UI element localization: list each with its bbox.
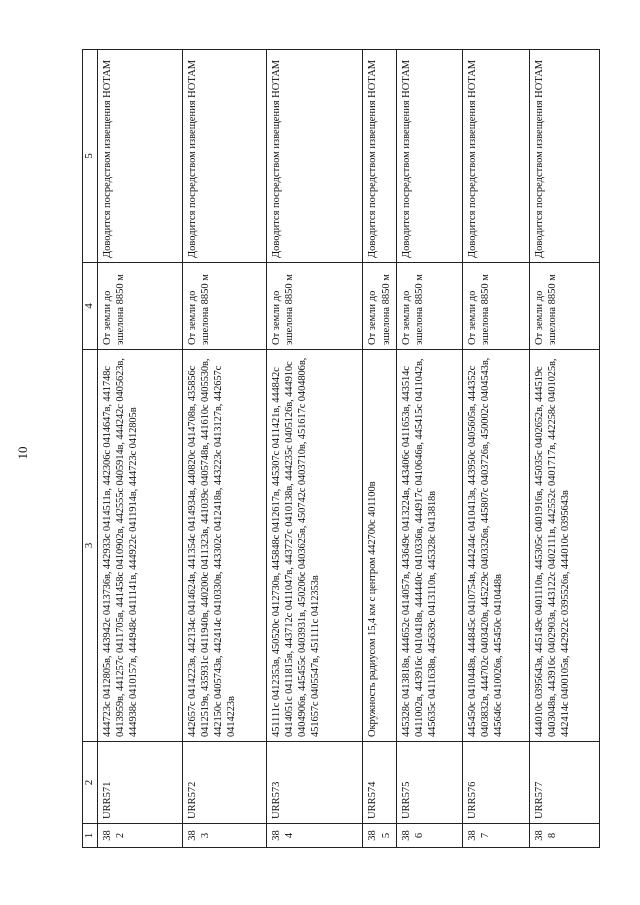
zone-code: URR577 bbox=[529, 742, 599, 824]
table-row bbox=[98, 50, 182, 848]
zone-altitude: От земли до эшелона 8850 м bbox=[182, 263, 266, 350]
zone-notice: Доводится посредством извещения НОТАМ bbox=[529, 50, 599, 263]
zone-notice: Доводится посредством извещения НОТАМ bbox=[363, 50, 396, 263]
zone-code: URR571 bbox=[98, 742, 182, 824]
zone-coordinates: 445450c 0410448в, 444845c 0410754в, 444244c 0410413в, 443950c 0405605в, 444352c 0403832в, 444702c 0403420в, 445229c 0403326в, 445807c 0403726в, 450002c 0404543в, 445646c 0410026в, 445450c 0410448в bbox=[463, 350, 529, 742]
zone-coordinates: 444723c 0412805в, 443942c 0413736в, 442933c 0414511в, 442306c 0414647в, 441748c 0413959в, 441257c 0411705в, 441458c 0410902в, 442555c 0405914в, 444242c 0405623в, 444938c 0410157в, 444948c 0411141в, 444922c 0411914в, 444723c 0412805в bbox=[98, 350, 182, 742]
row-number: 382 bbox=[98, 824, 182, 848]
zone-notice: Доводится посредством извещения НОТАМ bbox=[463, 50, 529, 263]
header-cell: 3 bbox=[83, 350, 98, 742]
header-cell: 2 bbox=[83, 742, 98, 824]
zone-coordinates: Окружность радиусом 15,4 км с центром 442700с 401100в bbox=[363, 350, 396, 742]
zone-code: URR576 bbox=[463, 742, 529, 824]
page-number: 10 bbox=[15, 446, 30, 460]
zone-coordinates: 444010c 0395643в, 445149c 0401110в, 445305c 0401916в, 445035c 0402652в, 444519c 0403048в, 443916c 0402903в, 443122c 0402111в, 442552c 0401717в, 442258c 0401025в, 442414c 0400105в, 442922c 0395526в, 444010c 0395643в bbox=[529, 350, 599, 742]
zone-notice: Доводится посредством извещения НОТАМ bbox=[182, 50, 266, 263]
row-number: 384 bbox=[266, 824, 363, 848]
table-row bbox=[182, 50, 266, 848]
table-row bbox=[363, 50, 396, 848]
table-row bbox=[463, 50, 529, 848]
rotated-table-wrapper bbox=[82, 50, 600, 848]
zone-notice: Доводится посредством извещения НОТАМ bbox=[266, 50, 363, 263]
zone-altitude: От земли до эшелона 8850 м bbox=[396, 263, 462, 350]
zone-coordinates: 451111c 0412353в, 450520c 0412730в, 445848c 0412617в, 445307c 0411421в, 444842c 0414051c 0411815в, 443712c 0411047в, 443727c 0410138в, 444235c 0405126в, 444910c 0404906в, 445455c 0403931в, 450206c 0403625в, 450742c 0403710в, 451617c 0404806в, 451657c 0405547в, 451111c 0412353в bbox=[266, 350, 363, 742]
row-number: 383 bbox=[182, 824, 266, 848]
zone-code: URR574 bbox=[363, 742, 396, 824]
zone-notice: Доводится посредством извещения НОТАМ bbox=[98, 50, 182, 263]
table-row bbox=[266, 50, 363, 848]
zone-code: URR573 bbox=[266, 742, 363, 824]
zone-altitude: От земли до эшелона 8850 м bbox=[463, 263, 529, 350]
row-number: 387 bbox=[463, 824, 529, 848]
header-cell: 4 bbox=[83, 263, 98, 350]
zone-altitude: От земли до эшелона 8850 м bbox=[266, 263, 363, 350]
row-number: 388 bbox=[529, 824, 599, 848]
table-row bbox=[529, 50, 599, 848]
row-number: 386 bbox=[396, 824, 462, 848]
header-cell: 5 bbox=[83, 50, 98, 263]
zone-altitude: От земли до эшелона 8850 м bbox=[363, 263, 396, 350]
zone-coordinates: 445328c 0413818в, 444652c 0414057в, 443649c 0413224в, 443406c 0411653в, 443514c 0411002в, 443916c 0410418в, 444440c 0410336в, 444917c 0410646в, 445415c 0411042в, 445635c 0411638в, 445639c 0413110в, 445328c 0413818в bbox=[396, 350, 462, 742]
zone-code: URR572 bbox=[182, 742, 266, 824]
zone-coordinates: 442657c 0414223в, 442134c 0414624в, 441354c 0414934в, 440820c 0414708в, 435856c 0412519в, 435931c 0411940в, 440200c 0411323в, 441039c 0405748в, 441610c 0405530в, 442150c 0405743в, 442414c 0410330в, 443302c 0412418в, 443223c 0413127в, 442657c 0414223в bbox=[182, 350, 266, 742]
zone-altitude: От земли до эшелона 8850 м bbox=[98, 263, 182, 350]
zone-notice: Доводится посредством извещения НОТАМ bbox=[396, 50, 462, 263]
row-number: 385 bbox=[363, 824, 396, 848]
table-row bbox=[396, 50, 462, 848]
zone-altitude: От земли до эшелона 8850 м bbox=[529, 263, 599, 350]
restricted-zones-table bbox=[82, 49, 600, 848]
zone-code: URR575 bbox=[396, 742, 462, 824]
header-row bbox=[83, 50, 98, 848]
header-cell: 1 bbox=[83, 824, 98, 848]
